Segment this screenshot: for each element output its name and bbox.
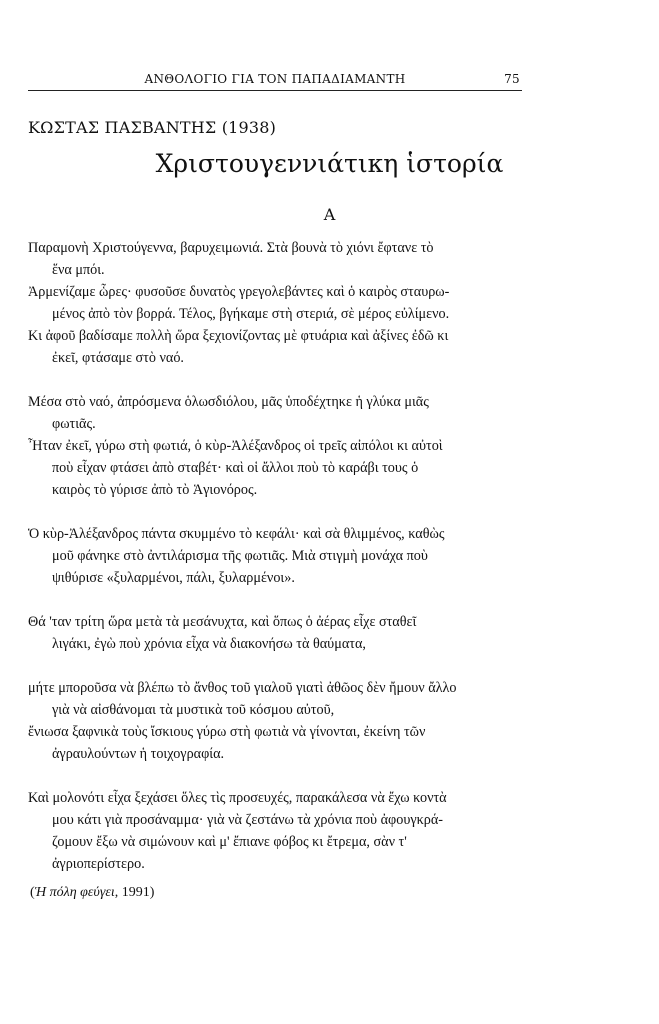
verse-line: ἕνα μπόι. [52, 262, 105, 278]
verse-line: ἐκεῖ, φτάσαμε στὸ ναό. [52, 350, 184, 366]
section-letter: Α [323, 205, 336, 224]
running-header [28, 72, 522, 91]
verse-line: Μέσα στὸ ναό, ἀπρόσμενα ὁλωσδιόλου, μᾶς ὑποδέχτηκε ἡ γλύκα μιᾶς [28, 394, 429, 410]
poem-body [28, 237, 524, 897]
verse-line: Παραμονὴ Χριστούγεννα, βαρυχειμωνιά. Στὰ βουνὰ τὸ χιόνι ἔφτανε τὸ [28, 240, 434, 256]
stanza [28, 523, 524, 589]
verse [28, 721, 524, 765]
verse-line: Ὁ κὺρ-Ἀλέξανδρος πάντα σκυμμένο τὸ κεφάλι· καὶ σὰ θλιμμένος, καθὼς [28, 526, 445, 542]
verse [28, 325, 524, 369]
verse-line: Καὶ μολονότι εἶχα ξεχάσει ὅλες τὶς προσευχές, παρακάλεσα νὰ ἔχω κοντὰ [28, 790, 447, 806]
verse [28, 435, 524, 501]
verse-line: καιρὸς τὸ γύρισε ἀπὸ τὸ Ἁγιονόρος. [52, 482, 258, 498]
stanza [28, 391, 524, 501]
verse-line: μένος ἀπὸ τὸν βορρά. Τέλος, βγήκαμε στὴ στεριά, σὲ μέρος εὐλίμενο. [52, 306, 450, 322]
verse [28, 787, 524, 875]
source-open-paren: ( [30, 885, 35, 900]
verse-line: ποὺ εἶχαν φτάσει ἀπὸ σταβέτ· καὶ οἱ ἄλλοι ποὺ τὸ καράβι τους ὁ [52, 460, 419, 476]
running-title: ΑΝΘΟΛΟΓΙΟ ΓΙΑ ΤΟΝ ΠΑΠΑΔΙΑΜΑΝΤΗ [144, 72, 406, 86]
verse [28, 391, 524, 435]
verse-line: ἀγραυλούντων ἡ τοιχογραφία. [52, 746, 225, 762]
verse-line: γιὰ νὰ αἰσθάνομαι τὰ μυστικὰ τοῦ κόσμου αὐτοῦ, [52, 702, 335, 718]
verse-line: λιγάκι, ἐγὼ ποὺ χρόνια εἶχα νὰ διακονήσω τὰ θαύματα, [52, 636, 366, 652]
stanza [28, 237, 524, 369]
verse-line: μήτε μποροῦσα νὰ βλέπω τὸ ἄνθος τοῦ γιαλοῦ γιατὶ ἀθῶος δὲν ἤμουν ἄλλο [28, 680, 457, 696]
page-number: 75 [504, 72, 520, 86]
source-year: , 1991) [114, 885, 155, 900]
stanza [28, 677, 524, 765]
verse [28, 523, 524, 589]
source-work-title: Ἡ πόλη φεύγει [34, 885, 115, 900]
verse-line: ψιθύρισε «ξυλαρμένοι, πάλι, ξυλαρμένοι». [52, 570, 295, 586]
verse [28, 677, 524, 721]
stanza [28, 787, 524, 875]
verse-line: Θά 'ταν τρίτη ὥρα μετὰ τὰ μεσάνυχτα, καὶ ὅπως ὁ ἀέρας εἶχε σταθεῖ [28, 614, 417, 630]
verse [28, 237, 524, 281]
verse-line: Ἀρμενίζαμε ὧρες· φυσοῦσε δυνατὸς γρεγολεβάντες καὶ ὁ καιρὸς σταυρω- [28, 284, 450, 300]
verse-line: ἔνιωσα ξαφνικὰ τοὺς ἴσκιους γύρω στὴ φωτιὰ νὰ γίνονται, ἐκείνη τῶν [28, 724, 426, 740]
author-heading: ΚΩΣΤΑΣ ΠΑΣΒΑΝΤΗΣ (1938) [28, 118, 277, 137]
verse-line: μοῦ φάνηκε στὸ ἀντιλάρισμα τῆς φωτιᾶς. Μιὰ στιγμὴ μονάχα ποὺ [52, 548, 428, 564]
poem-title: Χριστουγεννιάτικη ἱστορία [155, 149, 504, 178]
verse-line: ζομουν ἔξω νὰ σιμώνουν καὶ μ' ἔπιανε φόβος κι ἔτρεμα, σὰν τ' [52, 834, 407, 850]
verse-line: Κι ἀφοῦ βαδίσαμε πολλὴ ὥρα ξεχιονίζοντας μὲ φτυάρια καὶ ἀξίνες ἐδῶ κι [28, 328, 449, 344]
verse [28, 611, 524, 655]
source-citation [30, 885, 154, 901]
verse-line: Ἦταν ἐκεῖ, γύρω στὴ φωτιά, ὁ κὺρ-Ἀλέξανδρος οἱ τρεῖς αἰπόλοι κι αὐτοὶ [28, 438, 443, 454]
verse-line: ἀγριοπερίστερο. [52, 856, 145, 872]
stanza [28, 611, 524, 655]
verse-line: μου κάτι γιὰ προσάναμμα· γιὰ νὰ ζεστάνω τὰ χρόνια ποὺ ἀφουγκρά- [52, 812, 444, 828]
verse [28, 281, 524, 325]
verse-line: φωτιᾶς. [52, 416, 96, 432]
